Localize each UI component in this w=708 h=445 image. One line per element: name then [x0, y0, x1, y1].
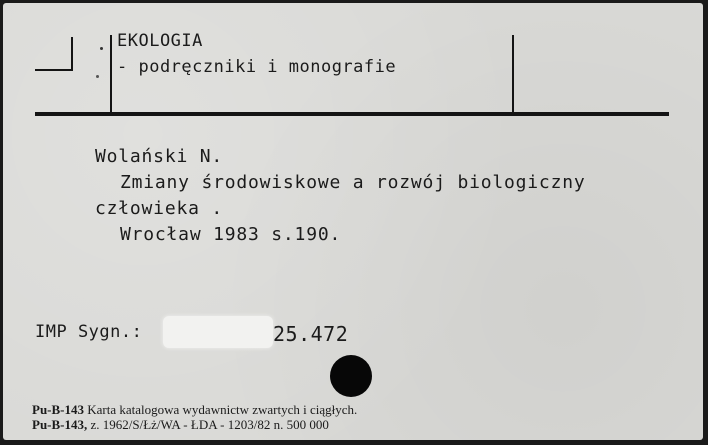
header-divider-right — [512, 35, 514, 113]
corner-mark-horizontal — [35, 69, 73, 71]
header-divider-left — [110, 35, 112, 113]
title-line-1: Zmiany środowiskowe a rozwój biologiczny — [120, 172, 586, 193]
call-number-label: IMP Sygn.: — [35, 322, 143, 342]
author-name: Wolański N. — [95, 146, 224, 167]
footer-text-1: Karta katalogowa wydawnictw zwartych i ciągłych. — [87, 402, 358, 417]
title-line-2: człowieka . — [95, 198, 224, 219]
footer-text-2: z. 1962/S/Łż/WA - ŁDA - 1203/82 n. 500 000 — [90, 417, 329, 432]
imprint: Wrocław 1983 s.190. — [120, 224, 342, 245]
correction-mask — [163, 316, 273, 348]
call-number: 25.472 — [273, 322, 349, 346]
ink-speck — [100, 47, 103, 50]
header-rule — [35, 112, 669, 116]
footer-code-1: Pu-B-143 — [32, 402, 84, 417]
footer-line-2 — [32, 417, 329, 433]
ink-speck — [96, 75, 99, 78]
catalog-card — [3, 3, 703, 440]
corner-mark-vertical — [71, 37, 73, 71]
punch-hole — [330, 355, 372, 397]
subject-heading: EKOLOGIA — [117, 31, 203, 51]
subject-subheading: - podręczniki i monografie — [117, 57, 397, 77]
footer-code-2: Pu-B-143, — [32, 417, 88, 432]
footer-line-1 — [32, 402, 357, 418]
